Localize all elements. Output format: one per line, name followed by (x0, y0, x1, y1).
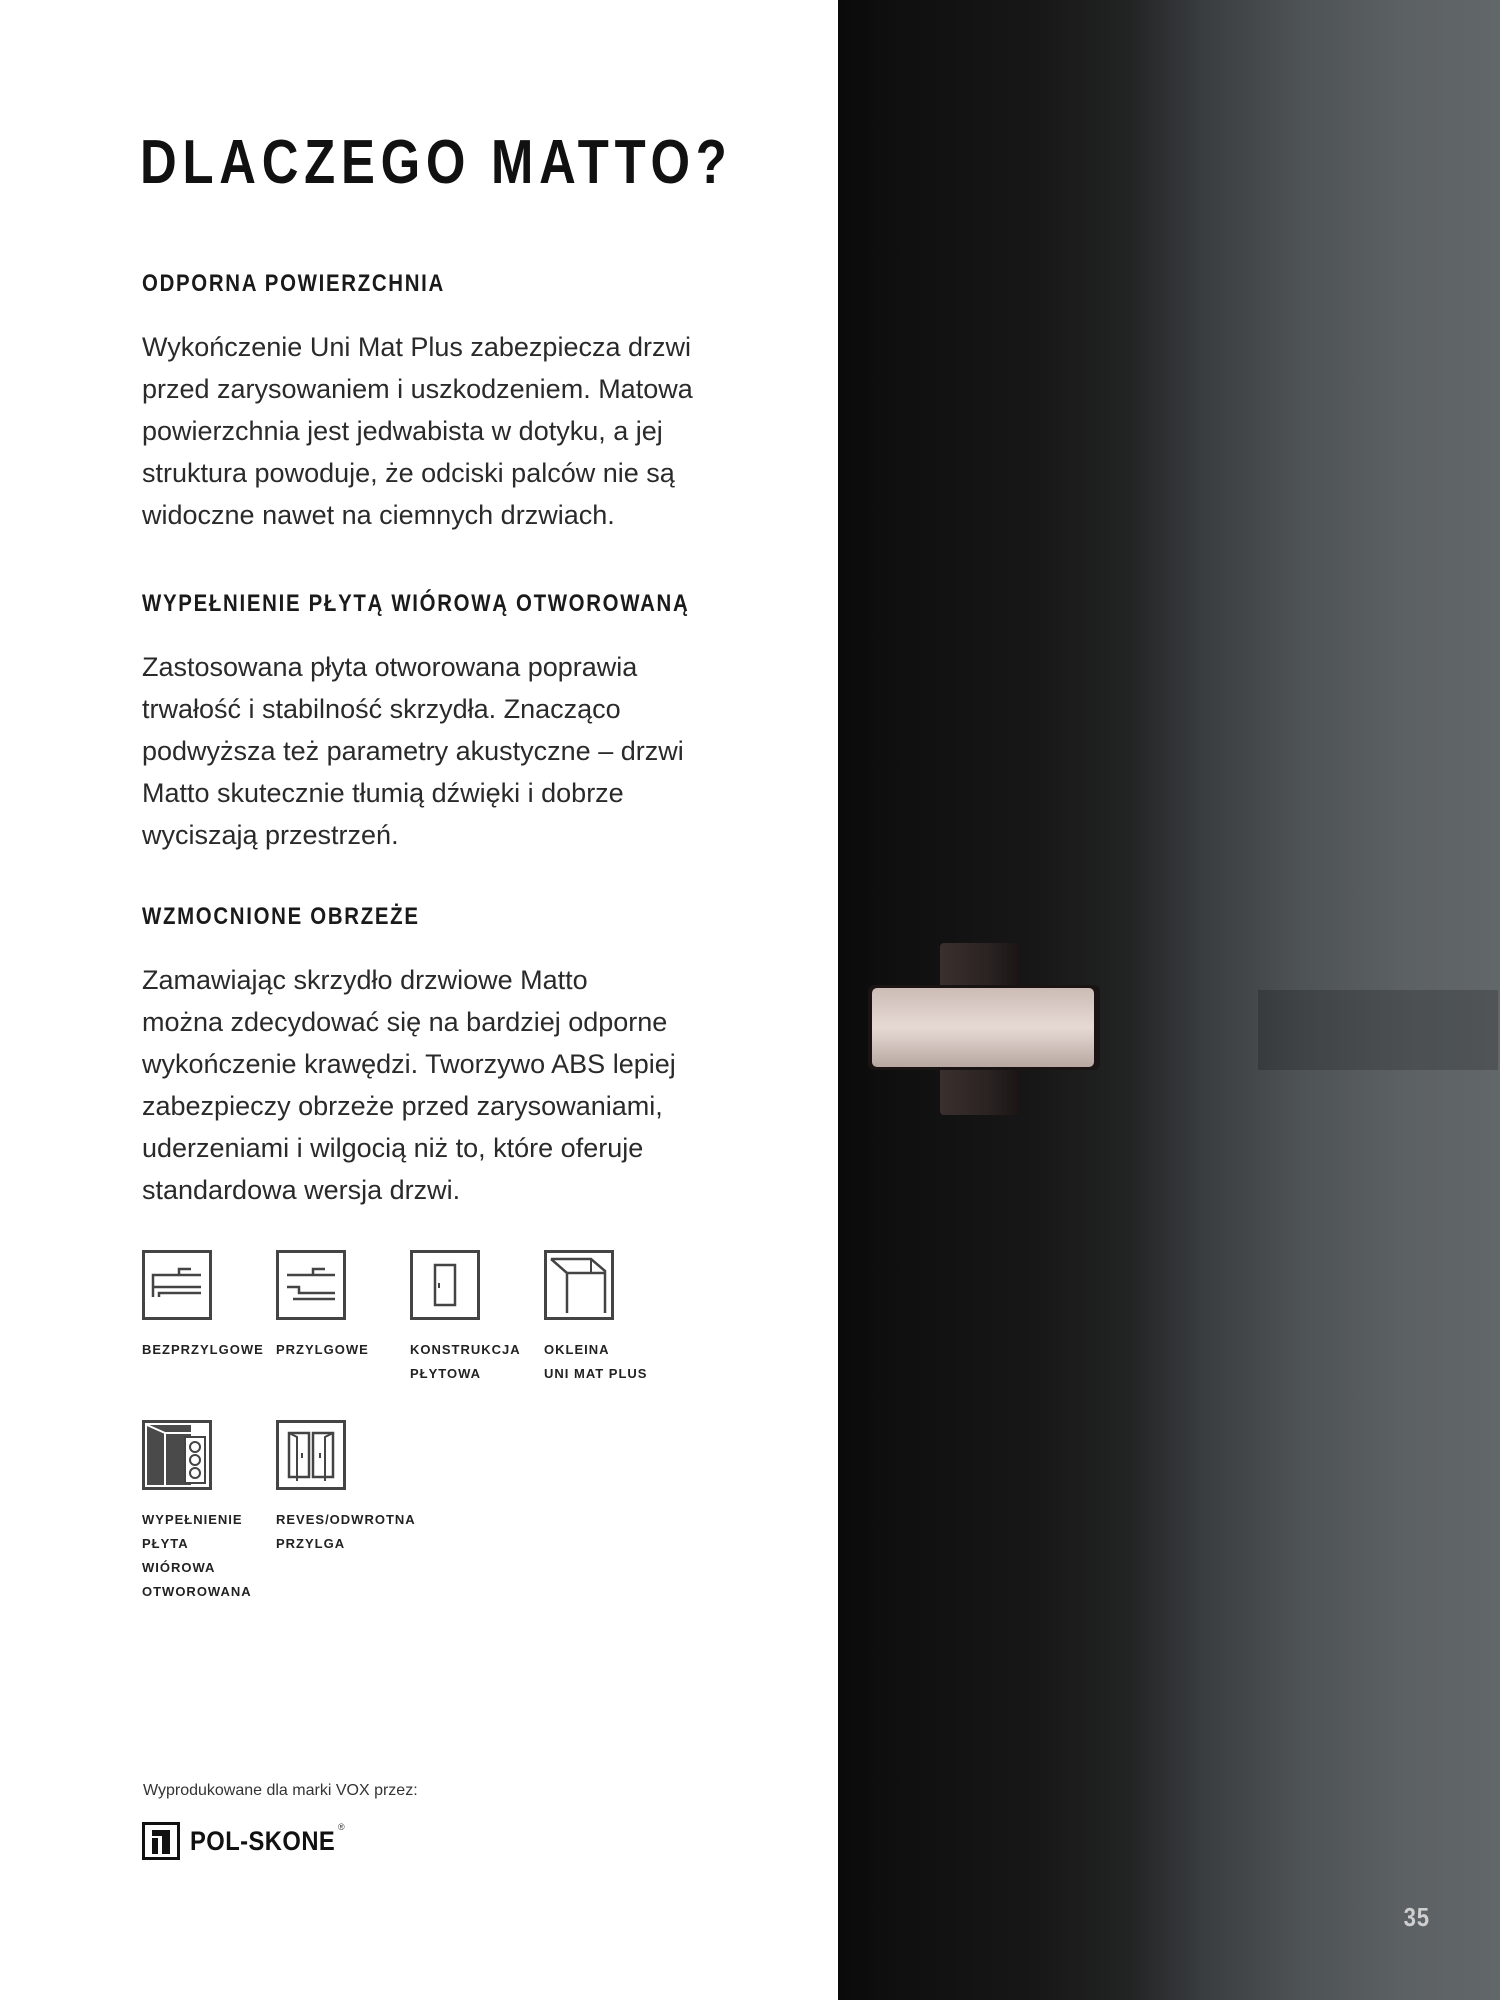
feature-reverse-rebate (276, 1420, 416, 1556)
registered-mark: ® (338, 1822, 345, 1832)
manufacturer-caption: Wyprodukowane dla marki VOX przez: (143, 1782, 418, 1799)
feature-label: PRZYLGOWE (276, 1342, 369, 1357)
feature-label: WYPEŁNIENIE PŁYTA WIÓROWA OTWOROWANA (142, 1512, 252, 1599)
brand-name: POL-SKONE (190, 1826, 336, 1856)
door-panel-icon (410, 1250, 480, 1320)
feature-icon-grid (142, 1250, 742, 1599)
section-chipboard-fill (142, 590, 742, 856)
page-title: DLACZEGO MATTO? (140, 128, 733, 197)
veneer-edge-icon (544, 1250, 614, 1320)
section-body: Wykończenie Uni Mat Plus zabezpiecza drzwi przed zarysowaniem i uszkodzeniem. Matowa powierzchnia jest jedwabista w dotyku, a jej struktura powoduje, że odciski palców nie są widoczne nawet na ciemnych drzwiach. (142, 332, 693, 530)
section-heading: WZMOCNIONE OBRZEŻE (142, 903, 420, 930)
feature-panel-construction (410, 1250, 530, 1386)
reverse-door-icon (276, 1420, 346, 1490)
section-body: Zamawiając skrzydło drzwiowe Matto można zdecydować się na bardziej odporne wykończenie krawędzi. Tworzywo ABS lepiej zabezpieczy obrzeże przed zarysowaniami, uderzeniami i wilgocią niż to, które oferuje standardowa wersja drzwi. (142, 965, 676, 1205)
section-reinforced-edge (142, 903, 742, 1211)
flush-door-icon (142, 1250, 212, 1320)
feature-veneer (544, 1250, 664, 1386)
section-heading: ODPORNA POWIERZCHNIA (142, 270, 445, 297)
feature-label: BEZPRZYLGOWE (142, 1342, 264, 1357)
feature-label: KONSTRUKCJA PŁYTOWA (410, 1342, 521, 1381)
feature-chipboard-fill (142, 1420, 262, 1604)
door-handle-image (838, 0, 1500, 2000)
section-resistant-surface (142, 270, 742, 536)
feature-rebated (276, 1250, 396, 1362)
section-body: Zastosowana płyta otworowana poprawia trwałość i stabilność skrzydła. Znacząco podwyższa też parametry akustyczne – drzwi Matto skutecznie tłumią dźwięki i dobrze wyciszają przestrzeń. (142, 652, 684, 850)
door-handle-photo (838, 0, 1500, 2000)
pol-skone-logo-icon (142, 1822, 180, 1860)
feature-label: REVES/ODWROTNA PRZYLGA (276, 1512, 416, 1551)
tubular-chipboard-icon (142, 1420, 212, 1490)
feature-label: OKLEINA UNI MAT PLUS (544, 1342, 648, 1381)
rebated-door-icon (276, 1250, 346, 1320)
page-number: 35 (1403, 1902, 1430, 1932)
feature-flush (142, 1250, 262, 1362)
section-heading: WYPEŁNIENIE PŁYTĄ WIÓROWĄ OTWOROWANĄ (142, 590, 690, 617)
